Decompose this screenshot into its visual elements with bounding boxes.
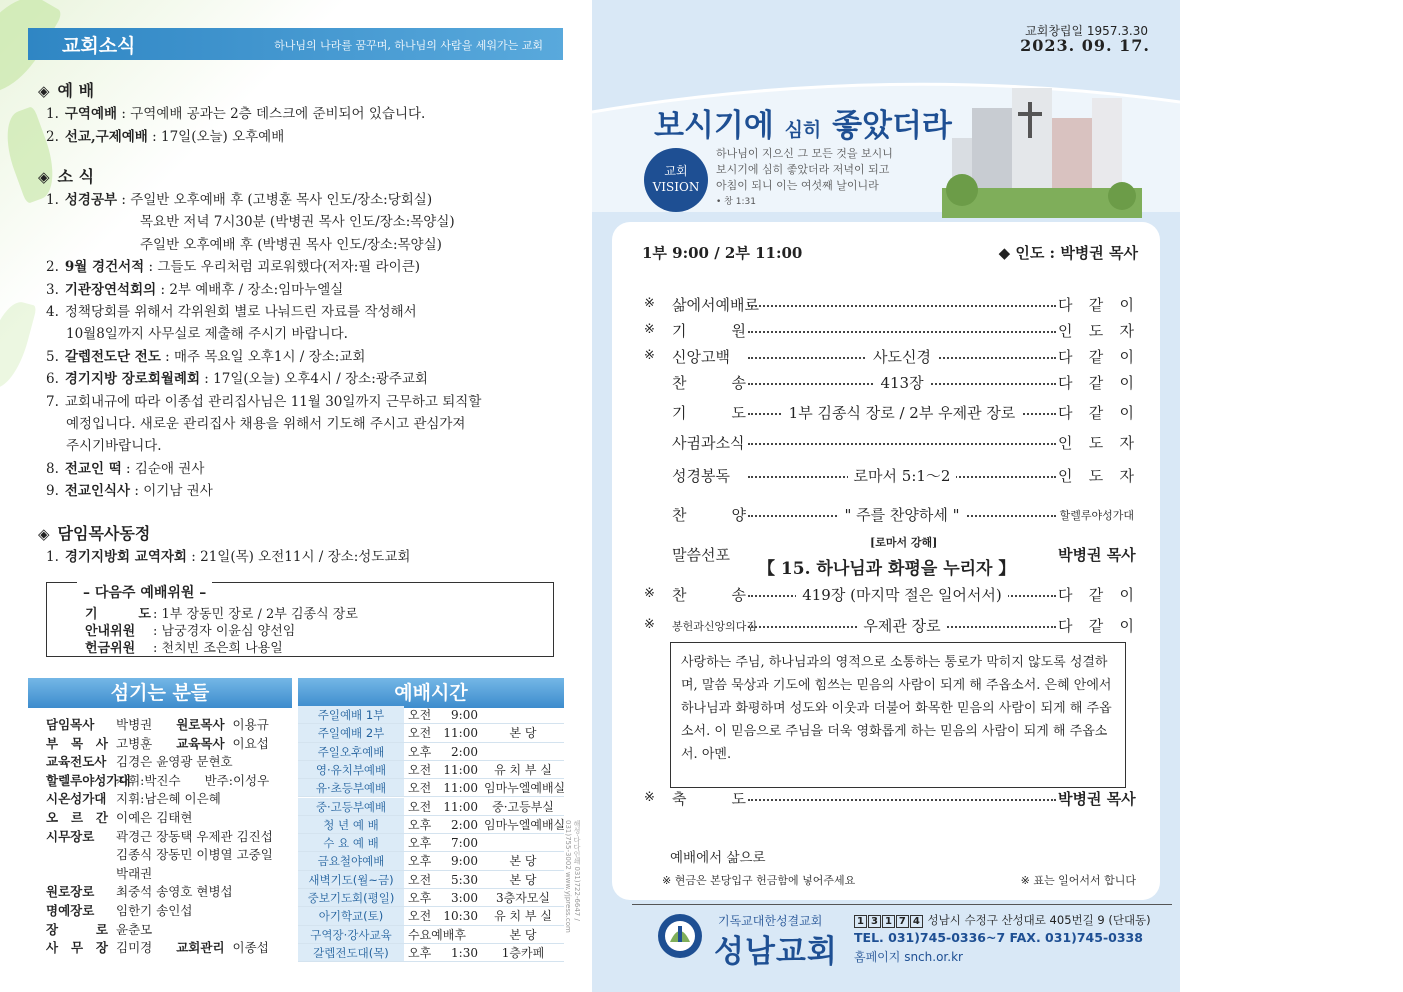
list-item: [46, 301, 417, 323]
worship-place: 1층카페: [501, 945, 545, 960]
worship-time: 7:00: [451, 836, 478, 851]
news-page: [0, 0, 590, 992]
vision-verse: 하나님이 지으신 그 모든 것을 보시니 보시기에 심히 좋았더라 저녁이 되고 아침이 되니 이는 여섯째 날이니라 • 창 1:31: [716, 147, 893, 207]
church-logo-icon: [656, 912, 704, 960]
postal-digit: 1: [854, 915, 867, 928]
standing-mark: ※: [644, 348, 655, 363]
worship-name: 새벽기도(월~금): [298, 871, 404, 888]
order-person: 인 도 자: [1058, 322, 1134, 340]
homepage-link[interactable]: snch.or.kr: [904, 950, 963, 964]
worship-place: 3층자모실: [495, 891, 550, 905]
order-name: 찬 송: [672, 374, 746, 392]
staff-row: [46, 828, 273, 846]
worship-name: 주일예배 1부: [298, 706, 404, 723]
order-person: 인 도 자: [1058, 434, 1134, 452]
staff-row: [46, 883, 233, 901]
order-item: [644, 372, 1134, 394]
item-number: 6.: [46, 371, 59, 388]
worship-place: 임마누엘예배실: [484, 817, 566, 832]
list-item: [46, 546, 410, 568]
staff-names: 이용규: [232, 717, 269, 732]
worship-time: 9:00: [451, 708, 478, 722]
order-detail: 로마서 5:1～2: [848, 467, 957, 485]
item-text: : 17일(오늘) 오후예배: [147, 129, 285, 145]
leaf-decoration: [0, 297, 37, 393]
staff-role: 명예장로: [46, 903, 95, 918]
next-week-value: : 천치빈 조은희 나용일: [153, 641, 283, 656]
dotted-leader: [748, 305, 1056, 307]
order-item: [644, 584, 1134, 606]
staff-names: 김경은 윤영광 문현호: [116, 754, 233, 770]
item-label: 전교인 떡: [64, 460, 122, 477]
news-subtitle: 하나님의 나라를 꿈꾸며, 하나님의 사람을 세워가는 교회: [274, 39, 543, 52]
staff-names: 이요섭: [232, 735, 269, 751]
section-news-heading: ◈ 소 식: [38, 167, 95, 186]
item-text: : 2부 예배후 / 장소:임마누엘실: [156, 281, 344, 298]
sermon-title: 【 15. 하나님과 화평을 누리자 】: [758, 559, 1016, 579]
worship-name: 아기학교(토): [298, 907, 404, 924]
item-label: 전교인식사: [64, 483, 131, 500]
worship-ampm: 오후: [408, 891, 432, 905]
worship-ampm: 오후: [408, 744, 432, 759]
worship-place: 본 당: [509, 872, 537, 887]
worship-time: 3:00: [451, 891, 478, 905]
homepage: 홈페이지 snch.or.kr: [854, 950, 963, 964]
worship-time: 11:00: [443, 726, 478, 741]
bulletin-cover: [592, 0, 1180, 992]
postal-digit: 3: [868, 915, 881, 928]
order-item-benediction: ※ 축 도 박병권 목사: [644, 790, 1136, 808]
postal-digit: 1: [882, 915, 895, 928]
item-number: 2.: [46, 259, 59, 276]
item-text: : 21일(목) 오전11시 / 장소:성도교회: [186, 549, 411, 565]
next-week-label: 기 도: [85, 607, 151, 622]
item-text: : 매주 목요일 오후1시 / 장소:교회: [160, 348, 366, 365]
order-detail: 419장 (마지막 절은 일어서서): [796, 586, 1008, 604]
worship-time-row: [298, 743, 564, 761]
item-number: 1.: [46, 192, 59, 208]
staff-row: [46, 772, 269, 790]
staff-role: 교육목사: [176, 735, 225, 751]
order-item: [644, 346, 1134, 368]
worship-name: 수 요 예 배: [298, 834, 404, 851]
staff-row: [46, 790, 221, 808]
worship-ampm: 오후: [408, 854, 432, 869]
order-person: 할렐루야성가대: [1059, 509, 1134, 522]
standing-note: ※ 표는 일어서서 합니다: [1020, 874, 1136, 887]
staff-row: [46, 846, 273, 864]
item-text: 주시기바랍니다.: [66, 438, 162, 455]
theme-title: 보시기에 심히 좋았더라: [654, 108, 952, 144]
staff-row: [46, 735, 269, 753]
worship-time-row: [298, 907, 564, 925]
news-header: [28, 28, 563, 60]
offering-note: ※ 현금은 본당입구 헌금함에 넣어주세요: [662, 874, 856, 887]
item-label: 9월 경건서적: [64, 259, 145, 276]
item-text: : 김순애 권사: [121, 460, 205, 477]
staff-role: 교육전도사: [46, 754, 107, 770]
worship-place: 본 당: [509, 726, 537, 741]
order-item: [644, 402, 1134, 424]
staff-role: 할렐루야성가대: [46, 772, 131, 788]
staff-row: [46, 939, 269, 957]
postal-code: [854, 913, 924, 927]
staff-row: [46, 902, 192, 920]
standing-mark: ※: [644, 586, 655, 601]
worship-name: 주일오후예배: [298, 743, 404, 760]
staff-row: [46, 716, 269, 734]
list-item: [66, 413, 465, 435]
list-item: [140, 211, 455, 233]
worship-name: 영·유치부예배: [298, 761, 404, 778]
standing-mark: ※: [644, 617, 655, 632]
order-detail: 413장: [874, 374, 929, 392]
staff-names: 이예은 김태현: [116, 810, 193, 825]
item-text: 주일반 오후예배 후 (박병권 목사 인도/장소:목양실): [140, 236, 442, 253]
next-week-value: : 1부 장동민 장로 / 2부 김종식 장로: [153, 607, 358, 622]
order-detail: 1부 김종식 장로 / 2부 우제관 장로: [783, 404, 1022, 422]
address: 1 3 1 7 4 성남시 수정구 산성대로 405번길 9 (단대동): [854, 912, 1151, 928]
order-person: 다 같 이: [1058, 296, 1134, 314]
worship-time: 9:00: [451, 854, 478, 869]
list-item: [46, 103, 425, 125]
order-person: 인 도 자: [1058, 467, 1134, 485]
worship-place: 유 치 부 실: [494, 909, 552, 924]
worship-time-row: [298, 944, 564, 962]
worship-time: 1:30: [451, 945, 478, 960]
staff-names: 최중석 송영호 현병섭: [116, 884, 233, 900]
item-label: 경기지방 장로회월례회: [64, 371, 201, 388]
list-item: [46, 391, 481, 413]
item-label: 갈렙전도단 전도: [64, 348, 161, 365]
list-item: [66, 323, 348, 345]
next-week-row: [85, 637, 283, 656]
list-item: [46, 256, 420, 278]
order-person: 다 같 이: [1058, 348, 1134, 366]
worship-name: 중·고등부예배: [298, 798, 404, 815]
worship-ampm: 오전: [408, 708, 432, 722]
order-person: 다 같 이: [1058, 374, 1134, 392]
staff-role: 담임목사: [46, 717, 95, 732]
order-name: 삶에서예배로: [672, 296, 759, 314]
worship-time: 5:30: [451, 872, 478, 887]
order-detail: 우제관 장로: [857, 617, 946, 635]
worship-time: 11:00: [443, 762, 478, 777]
staff-row: [46, 809, 192, 827]
order-name: 사귐과소식: [672, 434, 745, 452]
item-text: : 그들도 우리처럼 괴로워했다(저자:필 라이큰): [144, 259, 421, 276]
staff-role: 부 목 사: [46, 735, 108, 751]
item-text: : 주일반 오후예배 후 (고병훈 목사 인도/장소:당회실): [117, 192, 433, 208]
worship-time-row: [298, 834, 564, 852]
worship-ampm: 오전: [408, 781, 432, 796]
worship-ampm: 오전: [408, 799, 432, 814]
staff-names: 박병권: [116, 717, 153, 732]
staff-names: 곽경근 장동택 우제관 김진섭: [116, 828, 273, 844]
staff-row: [46, 865, 152, 883]
item-text: 10월8일까지 사무실로 제출해 주시기 바랍니다.: [66, 326, 348, 343]
worship-name: 유·초등부예배: [298, 779, 404, 796]
staff-role: 장 로: [46, 921, 108, 937]
order-item: [644, 320, 1134, 342]
service-leader: ◆ 인도 : 박병권 목사: [998, 244, 1138, 262]
list-item: [46, 189, 432, 211]
bulletin-date: 2023. 09. 17.: [1020, 36, 1150, 55]
denomination: 기독교대한성결교회: [718, 914, 823, 928]
staff-names: 이종섭: [232, 940, 269, 956]
staff-role: 교회관리: [176, 940, 225, 956]
staff-names: 박래권: [116, 865, 153, 881]
order-name: 말씀선포: [672, 546, 730, 564]
item-text: 예정입니다. 새로운 관리집사 채용을 위해서 기도해 주시고 관심가져: [66, 416, 466, 432]
staff-role: 원로장로: [46, 884, 95, 900]
worship-name: 중보기도회(평일): [298, 889, 404, 906]
staff-heading: 섬기는 분들: [28, 678, 292, 708]
staff-role: 시무장로: [46, 828, 95, 844]
worship-time-row: [298, 852, 564, 870]
item-text: 정책당회를 위해서 각위원회 별로 나눠드린 자료를 작성해서: [64, 304, 417, 320]
worship-time-row: [298, 889, 564, 907]
section-worship-heading: ◈ 예 배: [38, 81, 95, 100]
staff-list: [28, 708, 292, 968]
staff-row: [46, 921, 152, 939]
diamond-icon: ◈: [38, 525, 50, 543]
staff-names: 반주:이성우: [204, 772, 270, 788]
order-item: [644, 432, 1134, 454]
item-number: 1.: [46, 549, 59, 565]
staff-role: 원로목사: [176, 717, 225, 732]
worship-time: 11:00: [443, 799, 478, 814]
item-text: : 이기남 권사: [130, 483, 213, 500]
item-text: : 17일(오늘) 오후4시 / 장소:광주교회: [200, 371, 428, 388]
service-times: 1부 9:00 / 2부 11:00: [642, 244, 803, 262]
staff-role: 시온성가대: [46, 791, 107, 807]
worship-ampm: 오전: [408, 726, 432, 741]
order-name: 찬 송: [672, 586, 746, 604]
order-person: 다 같 이: [1058, 586, 1134, 604]
diamond-icon: ◈: [38, 168, 50, 186]
order-person: 다 같 이: [1058, 404, 1134, 422]
staff-names: 지휘:박진수: [116, 772, 181, 788]
staff-names: 지휘:남은혜 이은혜: [116, 791, 221, 807]
item-number: 9.: [46, 483, 59, 500]
news-title: 교회소식: [62, 35, 136, 57]
footer-divider: [632, 904, 1172, 905]
worship-time-row: [298, 816, 564, 834]
order-of-worship: [612, 222, 1160, 900]
section-pastor-heading: ◈ 담임목사동정: [38, 524, 151, 543]
worship-time-row: [298, 798, 564, 816]
staff-names: 김미경: [116, 940, 153, 956]
dotted-leader: [748, 331, 1056, 333]
item-label: 기관장연석회의: [64, 281, 157, 298]
worship-ampm: 수요예배후: [408, 927, 466, 942]
list-item: [66, 435, 162, 457]
worship-place: 본 당: [509, 927, 537, 942]
worship-times-heading: 예배시간: [298, 678, 564, 708]
worship-time: 10:30: [443, 909, 478, 924]
order-name: 기 도: [672, 404, 746, 422]
order-item: [644, 504, 1134, 526]
worship-name: 청 년 예 배: [298, 816, 404, 833]
item-text: 교회내규에 따라 이종섭 관리집사님은 11월 30일까지 근무하고 퇴직할: [64, 393, 482, 410]
worship-ampm: 오전: [408, 762, 432, 777]
worship-name: 구역장·강사교육: [298, 926, 404, 943]
worship-time-row: [298, 724, 564, 742]
order-person: 다 같 이: [1058, 617, 1134, 635]
life-text: 예배에서 삶으로: [670, 850, 766, 866]
item-number: 1.: [46, 106, 59, 122]
worship-time-row: [298, 706, 564, 724]
staff-names: 임한기 송인섭: [116, 903, 193, 918]
item-label: 경기지방회 교역자회: [64, 549, 187, 565]
staff-names: 김종식 장동민 이병열 고중일: [116, 847, 273, 863]
item-number: 7.: [46, 393, 59, 410]
standing-mark: ※: [644, 296, 655, 311]
worship-place: 임마누엘예배실: [484, 781, 566, 796]
item-label: 구역예배: [64, 106, 118, 122]
list-item: [46, 279, 343, 301]
item-number: 4.: [46, 304, 59, 320]
church-building-image: [942, 78, 1142, 218]
dotted-leader: [748, 443, 1056, 445]
worship-ampm: 오전: [408, 909, 432, 924]
worship-name: 금요철야예배: [298, 852, 404, 869]
list-item: [140, 234, 442, 256]
staff-row: [46, 753, 233, 771]
worship-ampm: 오전: [408, 872, 432, 887]
staff-role: 오 르 간: [46, 810, 108, 825]
sermon-reference: [로마서 강해]: [870, 536, 938, 549]
worship-ampm: 오후: [408, 836, 432, 851]
staff-names: 윤춘모: [116, 921, 153, 937]
worship-place: 본 당: [509, 854, 537, 869]
worship-time-row: [298, 871, 564, 889]
worship-place: 유 치 부 실: [494, 762, 552, 777]
worship-time: 2:00: [451, 744, 478, 759]
item-number: 8.: [46, 460, 59, 477]
list-item: [46, 480, 213, 502]
staff-role: 사 무 장: [46, 940, 108, 956]
church-name: 성남교회: [714, 934, 838, 970]
order-item: [644, 615, 1134, 637]
diamond-icon: ◈: [38, 82, 50, 100]
worship-time-row: [298, 779, 564, 797]
worship-name: 갈렙전도대(목): [298, 944, 404, 961]
item-number: 5.: [46, 348, 59, 365]
worship-time: 2:00: [451, 817, 478, 832]
order-name: 기 원: [672, 322, 746, 340]
item-label: 성경공부: [64, 192, 118, 208]
list-item: [46, 458, 204, 480]
tel-fax: TEL. 031)745-0336~7 FAX. 031)745-0338: [854, 930, 1143, 945]
worship-ampm: 오후: [408, 817, 432, 832]
list-item: [46, 346, 365, 368]
item-number: 2.: [46, 129, 59, 145]
printer-credit: 해성·다다인쇄 031)722-6647 / 031)755-3002 www.yjpress.com: [564, 820, 581, 933]
item-number: 3.: [46, 281, 59, 298]
founded-date: 교회창립일 1957.3.30: [1025, 24, 1148, 38]
order-name: 찬 양: [672, 506, 746, 524]
order-name: 신앙고백: [672, 348, 730, 366]
order-item: [644, 294, 1134, 316]
standing-mark: ※: [644, 322, 655, 337]
item-text: : 구역예배 공과는 2층 데스크에 준비되어 있습니다.: [117, 106, 426, 122]
list-item: [46, 368, 428, 390]
postal-digit: 7: [896, 915, 909, 928]
list-item: [46, 126, 284, 148]
next-week-label: 헌금위원: [85, 641, 136, 656]
order-item: [644, 465, 1134, 487]
postal-digit: 4: [910, 915, 923, 928]
next-week-box: [46, 582, 554, 657]
order-name: 봉헌과신앙의다짐: [672, 620, 758, 633]
order-item: [644, 544, 1134, 566]
worship-place: 중·고등부실: [492, 799, 554, 814]
worship-time-row: [298, 761, 564, 779]
order-detail: " 주를 찬양하세 ": [838, 506, 965, 524]
next-week-label: 안내위원: [85, 624, 136, 639]
order-name: 성경봉독: [672, 467, 730, 485]
next-week-value: : 남궁경자 이윤심 양선임: [153, 624, 296, 639]
order-person: 박병권 목사: [1058, 546, 1136, 564]
item-text: 목요반 저녁 7시30분 (박병권 목사 인도/장소:목양실): [140, 214, 455, 231]
vision-badge: 교회 VISION: [644, 148, 708, 212]
worship-ampm: 오후: [408, 945, 432, 960]
item-label: 선교,구제예배: [64, 129, 148, 145]
next-week-title: – 다음주 예배위원 –: [77, 582, 212, 602]
worship-name: 주일예배 2부: [298, 724, 404, 741]
worship-time-row: [298, 926, 564, 944]
worship-time: 11:00: [443, 781, 478, 796]
staff-names: 고병훈: [116, 735, 153, 751]
prayer-box: 사랑하는 주님, 하나님과의 영적으로 소통하는 통로가 막히지 않도록 성결하며, 말씀 묵상과 기도에 힘쓰는 믿음의 사람이 되게 해 주옵소서. 은혜 안에서 하나님과 화평하며 성도와 이웃과 더불어 화목한 믿음의 사람이 되게 해 주옵소서. 이 믿음으로 주님을 더욱 영화롭게 하는 믿음의 사람이 되게 해 주옵소서. 아멘.: [670, 642, 1126, 788]
order-detail: 사도신경: [867, 348, 937, 366]
